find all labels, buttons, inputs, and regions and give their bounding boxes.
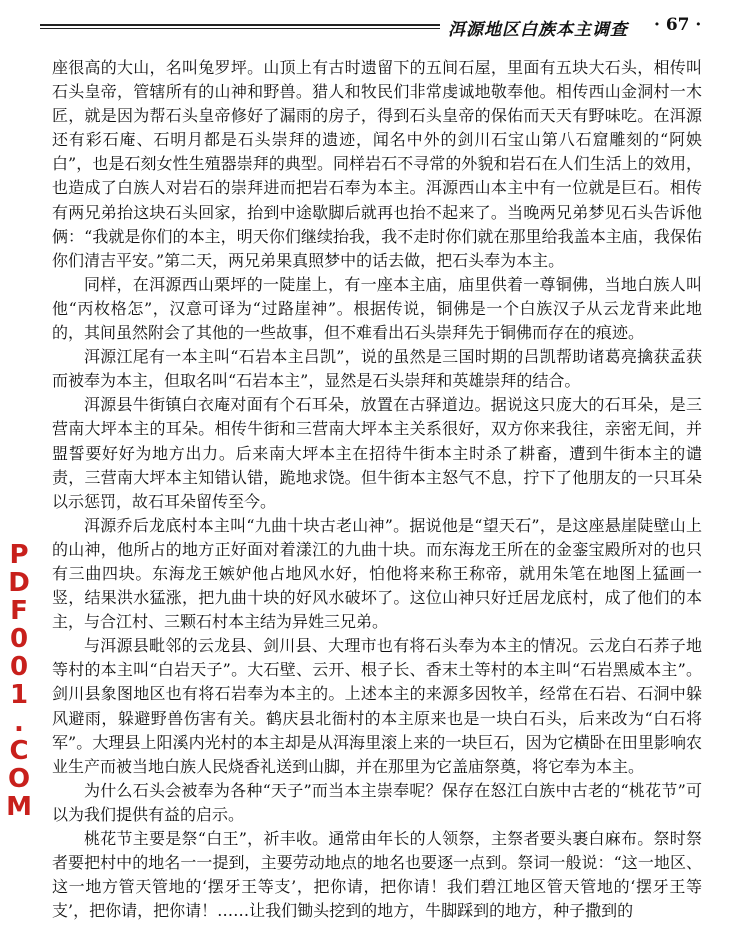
body-text (52, 56, 702, 923)
page-number: · 67 · (654, 15, 702, 35)
paragraph: 同样，在洱源西山栗坪的一陡崖上，有一座本主庙，庙里供着一尊铜佛，当地白族人叫他“丙枚格怎”，汉意可译为“过路崖神”。根据传说，铜佛是一个白族汉子从云龙背来此地的，其间虽然附会了其他的一些故事，但不难看出石头崇拜先于铜佛而存在的痕迹。 (52, 274, 702, 343)
paragraph: 与洱源县毗邻的云龙县、剑川县、大理市也有将石头奉为本主的情况。云龙白石荞子地等村的本主叫“白岩天子”。大石壁、云开、根子长、香末土等村的本主叫“石岩黑威本主”。剑川县象图地区也有将石岩奉为本主的。上述本主的来源多因牧羊，经常在石岩、石洞中躲风避雨，躲避野兽伤害有关。鹤庆县北衙村的本主原来也是一块白石头，后来改为“白石将军”。大理县上阳溪内光村的本主却是从洱海里滚上来的一块巨石，因为它横卧在田里影响农业生产而被当地白族人民烧香礼送到山脚，并在那里为它盖庙祭奠，将它奉为本主。 (52, 636, 702, 776)
running-header (40, 12, 720, 42)
paragraph: 座很高的大山，名叫兔罗坪。山顶上有古时遗留下的五间石屋，里面有五块大石头，相传叫石头皇帝，管辖所有的山神和野兽。猎人和牧民们非常虔诚地敬奉他。相传西山金洞村一木匠，就是因为帮石头皇帝修好了漏雨的房子，得到石头皇帝的保佑而天天有野味吃。在洱源还有彩石庵、石明月都是石头崇拜的遗迹，闻名中外的剑川石宝山第八石窟雕刻的“阿姎白”，也是石刻女性生殖器崇拜的典型。同样岩石不寻常的外貌和岩石在人们生活上的效用，也造成了白族人对岩石的崇拜进而把岩石奉为本主。洱源西山本主中有一位就是巨石。相传有两兄弟抬这块石头回家，抬到中途歇脚后就再也抬不起来了。当晚两兄弟梦见石头告诉他俩：“我就是你们的本主，明天你们继续抬我，我不走时你们就在那里给我盖本主庙，我保佑你们清吉平安。”第二天，两兄弟果真照梦中的话去做，把石头奉为本主。 (52, 58, 702, 270)
paragraph: 洱源江尾有一本主叫“石岩本主吕凯”，说的虽然是三国时期的吕凯帮助诸葛亮擒获孟获而被奉为本主，但取名叫“石岩本主”，显然是石头崇拜和英雄崇拜的结合。 (52, 347, 702, 391)
header-rule-thin (40, 28, 440, 29)
watermark: PDF001.COM (4, 540, 34, 820)
paragraph: 为什么石头会被奉为各种“天子”而当本主崇奉呢？保存在怒江白族中古老的“桃花节”可以为我们提供有益的启示。 (52, 780, 702, 824)
header-rule (40, 24, 440, 26)
running-title: 洱源地区白族本主调查 (448, 20, 628, 40)
paragraph: 洱源县牛街镇白衣庵对面有个石耳朵，放置在古驿道边。据说这只庞大的石耳朵，是三营南大坪本主的耳朵。相传牛街和三营南大坪本主关系很好，双方你来我往，亲密无间，并盟誓要好好为地方出力。后来南大坪本主在招待牛街本主时杀了耕畜，遭到牛街本主的谴责，三营南大坪本主知错认错，跪地求饶。但牛街本主怒气不息，拧下了他朋友的一只耳朵以示惩罚，故石耳朵留传至今。 (52, 395, 702, 511)
paragraph: 桃花节主要是祭“白王”，祈丰收。通常由年长的人领祭，主祭者要头裹白麻布。祭时祭者要把村中的地名一一提到，主要劳动地点的地名也要逐一点到。祭词一般说：“这一地区、这一地方管天管地的‘摆牙王等支’，把你请，把你请！我们碧江地区管天管地的‘摆牙王等支’，把你请，把你请！……让我们锄头挖到的地方，牛脚踩到的地方，种子撒到的 (52, 829, 702, 921)
paragraph: 洱源乔后龙底村本主叫“九曲十块古老山神”。据说他是“望天石”，是这座悬崖陡壁山上的山神，他所占的地方正好面对着漾江的九曲十块。而东海龙王所在的金銮宝殿所对的也只有三曲四块。东海龙王嫉妒他占地风水好，怕他将来称王称帝，就用朱笔在地图上猛画一竖，结果洪水猛涨，把九曲十块的好风水破坏了。这位山神只好迁居龙底村，成了他们的本主，与合江村、三颗石村本主结为异姓三兄弟。 (52, 515, 702, 632)
